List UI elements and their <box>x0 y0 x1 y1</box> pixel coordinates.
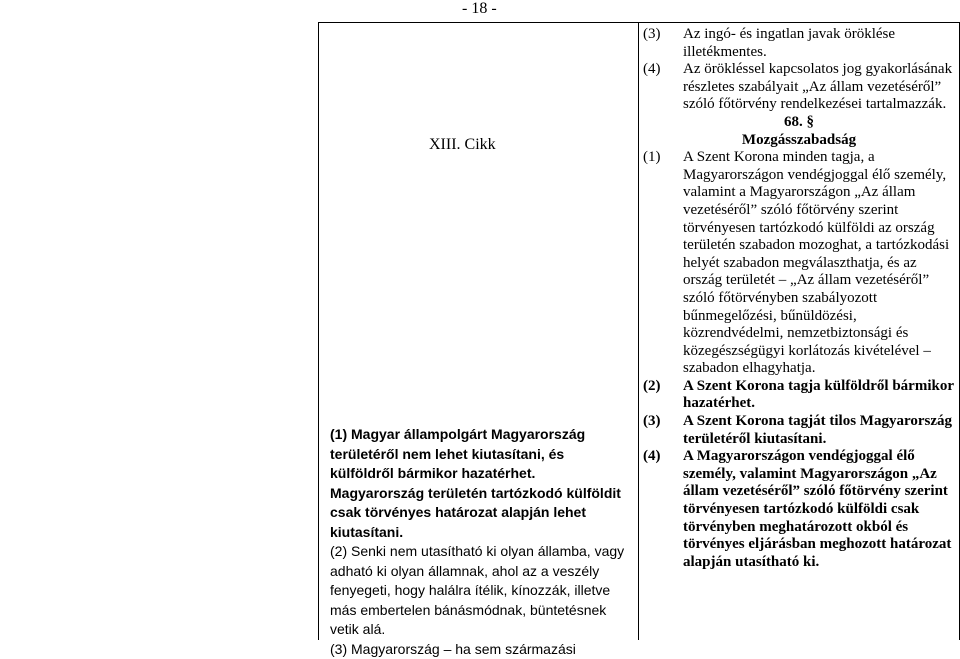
left-paragraph-1: (1) Magyar állampolgárt Magyarország területéről nem lehet kiutasítani, és külföldről bármikor hazatérhet. Magyarország területén tartózkodó külföldit csak törvényes határozat alapján lehet kiutasítani. <box>330 425 626 542</box>
table-border-middle <box>638 22 639 640</box>
right-column-text <box>643 26 955 571</box>
section-title: Mozgásszabadság <box>643 132 955 150</box>
article-label: XIII. Cikk <box>429 136 496 154</box>
item-number: (2) <box>643 378 683 413</box>
item-number: (3) <box>643 26 683 61</box>
left-column-text <box>330 425 626 659</box>
page-number: - 18 - <box>462 0 497 18</box>
item-number: (4) <box>643 61 683 114</box>
item-number: (1) <box>643 149 683 378</box>
item-text: A Magyarországon vendégjoggal élő személy, valamint Magyarországon „Az állam vezetéséről” szóló főtörvény szerint törvényesen tartózkodó külföldi csak törvényben meghatározott okból és törvényes eljárásban meghozott határozat alapján utasítható ki. <box>683 448 955 571</box>
right-item <box>643 413 955 448</box>
item-text: A Szent Korona minden tagja, a Magyarországon vendégjoggal élő személy, valamint a Magyarországon „Az állam vezetéséről” szóló főtörvény szerint törvényesen tartózkodó külföldi az ország területén szabadon mozoghat, a tartózkodási helyét szabadon megválaszthatja, és az ország területét – „Az állam vezetéséről” szóló főtörvényben szabályozott bűnmegelőzési, bűnüldözési, közrendvédelmi, nemzetbiztonsági és közegészségügyi korlátozás kivételével – szabadon elhagyhatja. <box>683 149 955 378</box>
item-text: A Szent Korona tagja külföldről bármikor hazatérhet. <box>683 378 955 413</box>
right-item <box>643 149 955 378</box>
table-border-left <box>318 22 319 640</box>
item-text: A Szent Korona tagját tilos Magyarország területéről kiutasítani. <box>683 413 955 448</box>
left-paragraph-3: (3) Magyarország – ha sem származási <box>330 640 626 659</box>
item-number: (4) <box>643 448 683 571</box>
left-paragraph-2: (2) Senki nem utasítható ki olyan államba, vagy adható ki olyan államnak, ahol az a veszély fenyegeti, hogy halálra ítélik, kínozzák, illetve más embertelen bánásmódnak, büntetésnek vetik alá. <box>330 542 626 640</box>
section-number: 68. § <box>643 114 955 132</box>
right-top-item <box>643 26 955 61</box>
table-border-top <box>318 22 960 23</box>
right-top-item <box>643 61 955 114</box>
item-text: Az ingó- és ingatlan javak öröklése illetékmentes. <box>683 26 955 61</box>
right-item <box>643 448 955 571</box>
item-number: (3) <box>643 413 683 448</box>
item-text: Az örökléssel kapcsolatos jog gyakorlásának részletes szabályait „Az állam vezetéséről” szóló főtörvény rendelkezései tartalmazzák. <box>683 61 955 114</box>
right-item <box>643 378 955 413</box>
